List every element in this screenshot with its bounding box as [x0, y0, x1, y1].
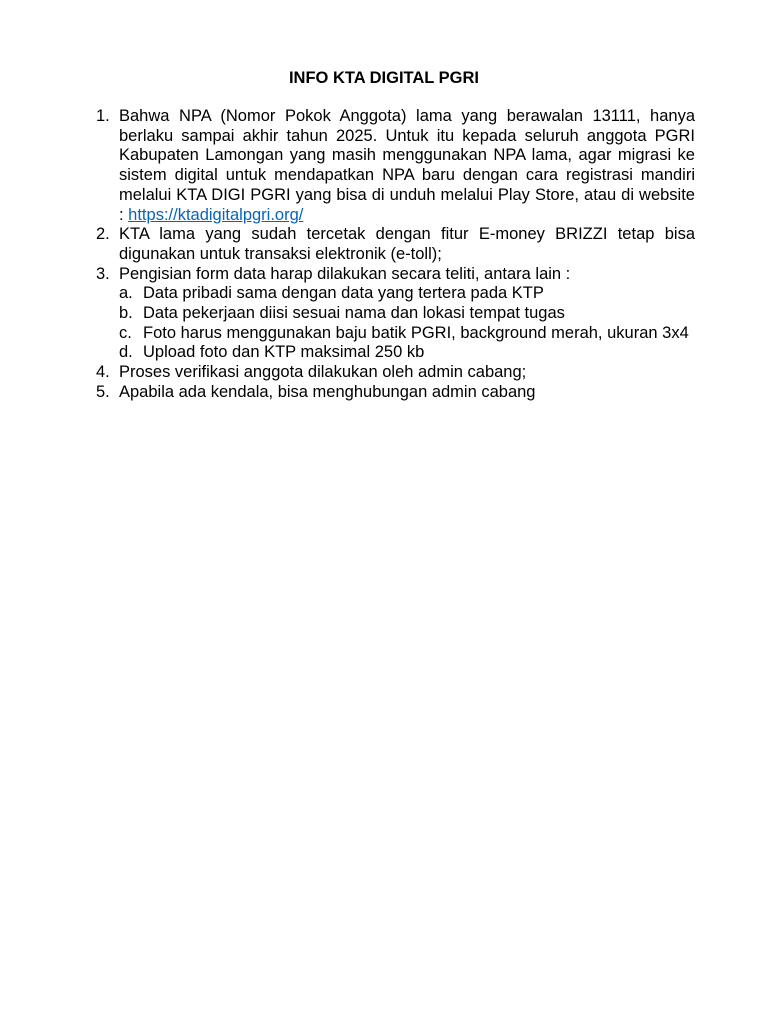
- document-title: INFO KTA DIGITAL PGRI: [288, 69, 480, 87]
- sublist-item-d: [119, 343, 695, 363]
- sublist-letter: a.: [119, 284, 133, 303]
- list-number: 5.: [96, 382, 110, 401]
- sublist-item-text: Upload foto dan KTP maksimal 250 kb: [143, 343, 425, 362]
- info-list: [94, 107, 695, 403]
- list-item-2: [94, 225, 695, 264]
- form-requirements-sublist: [119, 284, 695, 363]
- sublist-item-c: [119, 324, 695, 344]
- list-item-text: KTA lama yang sudah tercetak dengan fitur E-money BRIZZI tetap bisa digunakan untuk transaksi elektronik (e-toll);: [119, 225, 695, 263]
- list-item-text: Pengisian form data harap dilakukan secara teliti, antara lain :: [119, 264, 571, 283]
- sublist-item-text: Data pribadi sama dengan data yang tertera pada KTP: [143, 284, 544, 303]
- list-number: 3.: [96, 264, 110, 283]
- sublist-letter: c.: [119, 323, 132, 342]
- list-item-text: Apabila ada kendala, bisa menghubungan admin cabang: [119, 382, 536, 401]
- website-link[interactable]: https://ktadigitalpgri.org/: [128, 205, 304, 224]
- sublist-item-b: [119, 304, 695, 324]
- list-number: 2.: [96, 225, 110, 244]
- sublist-item-text: Foto harus menggunakan baju batik PGRI, background merah, ukuran 3x4: [143, 323, 689, 342]
- list-item-3: [94, 265, 695, 364]
- list-item-text: Proses verifikasi anggota dilakukan oleh admin cabang;: [119, 363, 527, 382]
- list-item-4: [94, 363, 695, 383]
- list-number: 4.: [96, 363, 110, 382]
- list-item-1: [94, 107, 695, 225]
- list-number: 1.: [96, 107, 110, 125]
- list-item-5: [94, 383, 695, 403]
- sublist-item-a: [119, 284, 695, 304]
- sublist-letter: d.: [119, 343, 133, 362]
- list-item-body: Bahwa NPA (Nomor Pokok Anggota) lama yang berawalan 13111, hanya berlaku sampai akhir tahun 2025. Untuk itu kepada seluruh anggota PGRI Kabupaten Lamongan yang masih menggunakan NPA lama, agar migrasi ke sistem digital untuk mendapatkan NPA baru dengan cara registrasi mandiri melalui KTA DIGI PGRI yang bisa di unduh melalui Play Store, atau di website :: [119, 107, 695, 224]
- sublist-letter: b.: [119, 304, 133, 323]
- sublist-item-text: Data pekerjaan diisi sesuai nama dan lokasi tempat tugas: [143, 304, 565, 323]
- list-item-text: [119, 107, 695, 225]
